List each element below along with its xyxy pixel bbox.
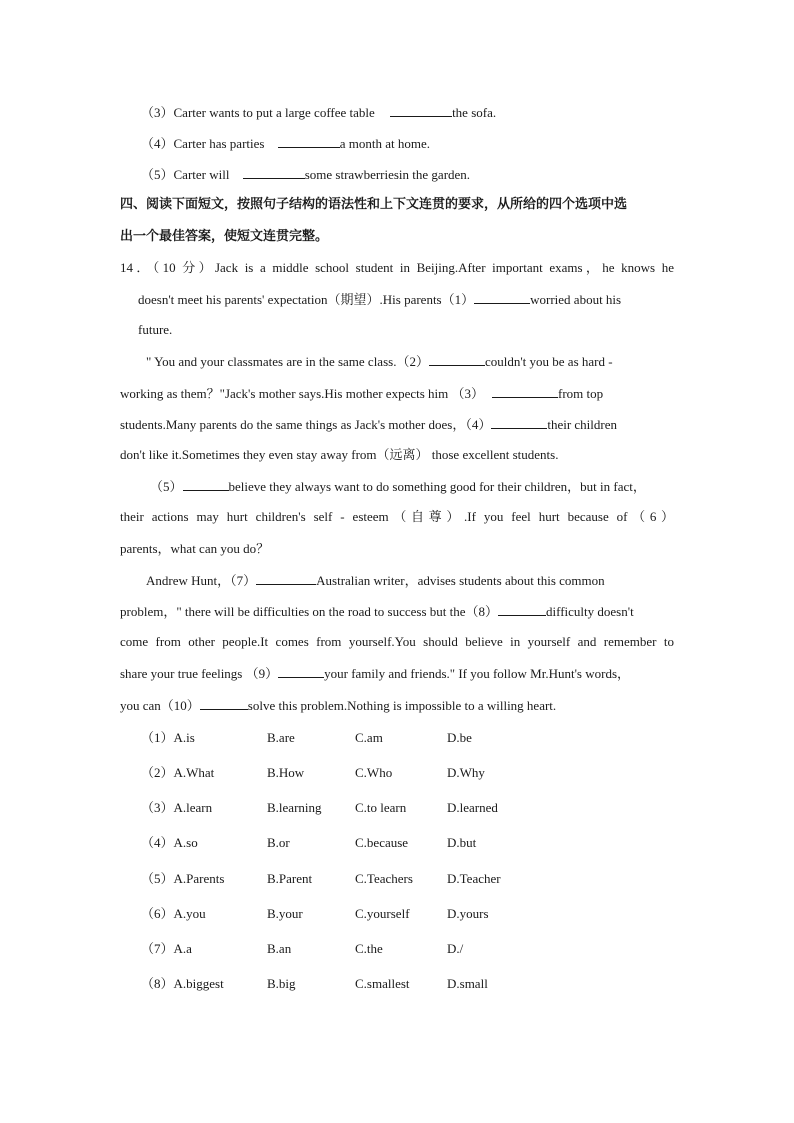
option-b: B.or — [267, 835, 290, 850]
option-a: （5）A.Parents — [141, 871, 225, 886]
passage-text: （5） — [150, 479, 183, 494]
option-d: D.small — [447, 976, 488, 991]
passage-line — [120, 665, 630, 682]
option-b: B.big — [267, 976, 296, 991]
option-d: D.learned — [447, 800, 498, 815]
option-a: （7）A.a — [141, 941, 192, 956]
option-c: C.yourself — [355, 906, 410, 921]
passage-line: their actions may hurt children's self - esteem（自尊）.If you feel hurt because of（6） — [120, 509, 674, 524]
option-c: C.because — [355, 835, 409, 850]
option-a: （8）A.biggest — [141, 976, 224, 991]
option-b: B.are — [267, 730, 295, 745]
passage-text: solve this problem.Nothing is impossible to a willing heart. — [247, 698, 557, 713]
passage-text: your family and friends." If you follow Mr.Hunt's words， — [324, 666, 631, 681]
answer-blank — [491, 416, 547, 429]
option-b: B.your — [267, 906, 303, 921]
option-a: （4）A.so — [141, 835, 198, 850]
option-b: B.How — [267, 765, 305, 780]
passage-text: " You and your classmates are in the same class.（2） — [146, 354, 429, 369]
passage-line — [120, 603, 634, 620]
passage-line: come from other people.It comes from yourself.You should believe in yourself and remember to — [120, 634, 674, 649]
passage-text: their children — [547, 417, 618, 432]
section-heading-line-2: 出一个最佳答案，使短文连贯完整。 — [120, 229, 329, 244]
answer-blank — [256, 572, 316, 585]
answer-blank — [492, 385, 558, 398]
answer-blank — [390, 104, 452, 117]
answer-blank — [474, 291, 530, 304]
passage-text: difficulty doesn't — [546, 604, 634, 619]
answer-blank — [278, 135, 340, 148]
section-heading-line-1: 四、阅读下面短文，按照句子结构的语法性和上下文连贯的要求，从所给的四个选项中选 — [120, 197, 628, 212]
option-b: B.an — [267, 941, 292, 956]
option-d: D.Why — [447, 765, 485, 780]
answer-blank — [183, 478, 229, 491]
passage-line — [146, 572, 605, 589]
answer-blank — [429, 353, 485, 366]
passage-line — [120, 416, 674, 433]
passage-text: students.Many parents do the same things as Jack's mother does，（4） — [120, 417, 492, 432]
option-d: D.Teacher — [447, 871, 501, 886]
passage-text: working as them？"Jack's mother says.His mother expects him （3） — [120, 386, 485, 401]
fill-item-4-tail: a month at home. — [339, 136, 430, 151]
fill-item-5 — [141, 166, 470, 183]
answer-blank — [243, 166, 305, 179]
option-a: （3）A.learn — [141, 800, 213, 815]
option-c: C.to learn — [355, 800, 407, 815]
passage-text: from top — [558, 386, 604, 401]
option-b: B.Parent — [267, 871, 313, 886]
passage-line — [146, 353, 674, 370]
passage-line — [120, 385, 674, 402]
option-a: （2）A.What — [141, 765, 215, 780]
option-c: C.Who — [355, 765, 393, 780]
passage-line: parents，what can you do？ — [120, 541, 270, 556]
passage-line — [120, 697, 556, 714]
option-a: （1）A.is — [141, 730, 195, 745]
passage-text: couldn't you be as hard - — [484, 354, 613, 369]
option-c: C.am — [355, 730, 383, 745]
fill-item-3 — [141, 104, 496, 121]
passage-text: problem，" there will be difficulties on the road to success but the（8） — [120, 604, 499, 619]
option-d: D.but — [447, 835, 477, 850]
option-c: C.smallest — [355, 976, 410, 991]
answer-blank — [278, 665, 324, 678]
passage-line — [138, 291, 674, 308]
passage-text: Australian writer，advises students about this common — [316, 573, 605, 588]
passage-text: Andrew Hunt，（7） — [146, 573, 257, 588]
passage-text: doesn't meet his parents' expectation（期望）.His parents（1） — [138, 292, 475, 307]
passage-text: you can（10） — [120, 698, 200, 713]
fill-item-4-text: （4）Carter has parties — [141, 136, 265, 151]
fill-item-3-text: （3）Carter wants to put a large coffee table — [141, 105, 375, 120]
fill-item-5-text: （5）Carter will — [141, 167, 230, 182]
answer-blank — [498, 603, 546, 616]
fill-item-5-tail: some strawberriesin the garden. — [304, 167, 471, 182]
passage-text: believe they always want to do something good for their children，but in fact， — [228, 479, 646, 494]
passage-line — [150, 478, 646, 495]
passage-text: share your true feelings （9） — [120, 666, 279, 681]
passage-line: 14．（10 分）Jack is a middle school student in Beijing.After important exams，he knows he — [120, 260, 674, 275]
answer-blank — [200, 697, 248, 710]
option-d: D.yours — [447, 906, 489, 921]
option-a: （6）A.you — [141, 906, 206, 921]
fill-item-3-tail: the sofa. — [452, 105, 497, 120]
passage-line: future. — [138, 322, 173, 337]
option-d: D.be — [447, 730, 472, 745]
fill-item-4 — [141, 135, 430, 152]
option-c: C.the — [355, 941, 383, 956]
passage-text: worried about his — [530, 292, 622, 307]
passage-line: don't like it.Sometimes they even stay away from（远离） those excellent students. — [120, 447, 559, 462]
option-c: C.Teachers — [355, 871, 413, 886]
option-b: B.learning — [267, 800, 322, 815]
option-d: D./ — [447, 941, 464, 956]
